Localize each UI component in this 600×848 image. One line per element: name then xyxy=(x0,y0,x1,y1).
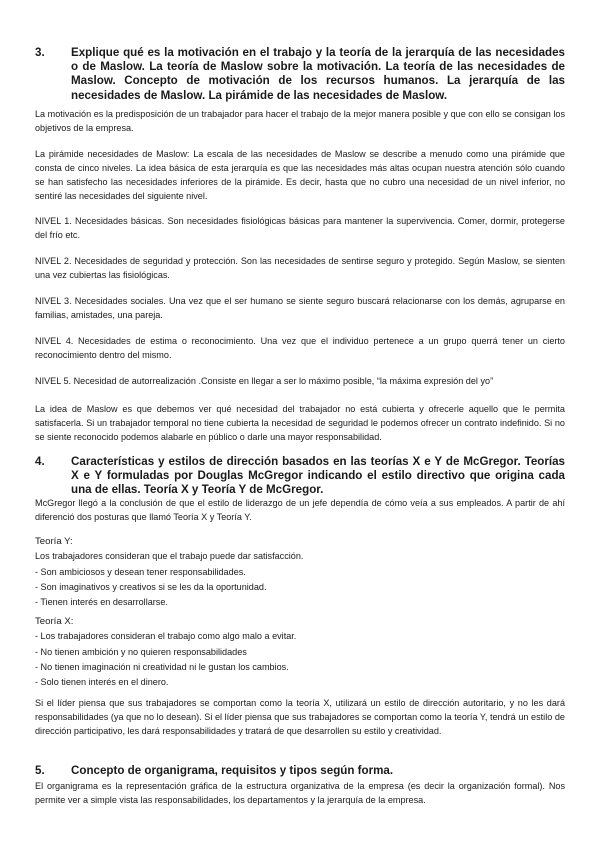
teoria-y-title: Teoría Y: xyxy=(35,536,73,547)
section-3-heading-text: Explique qué es la motivación en el trabajo y la teoría de la jerarquía de las necesidades o de Maslow. La teoría de Maslow sobre la motivación. La teoría de las necesidades de Maslow. Concepto de motivación de los recursos humanos. La jerarquía de las necesidades de Maslow. La pirámide de las necesidades de Maslow. xyxy=(71,46,565,102)
section-5-number: 5. xyxy=(35,764,45,777)
section-4-heading-text: Características y estilos de dirección basados en las teorías X e Y de McGregor. Teorías X e Y formuladas por Douglas McGregor indicando el estilo directivo que origina cada una de ellas. Teoría X y Teoría Y de McGregor. xyxy=(71,455,565,497)
teoria-y-block xyxy=(35,534,565,610)
maslow-pyramid-paragraph: La pirámide necesidades de Maslow: La escala de las necesidades de Maslow se describe a menudo como una pirámide que consta de cinco niveles. La idea básica de esta jerarquía es que las necesidades más altas ocupan nuestra atención sólo cuando se han satisfecho las necesidades inferiores de la pirámide. Es decir, hasta que no cubro una necesidad de un nivel inferior, no sentiré las necesidades del siguiente nivel. xyxy=(35,149,565,202)
section-5-heading-text: Concepto de organigrama, requisitos y tipos según forma. xyxy=(71,764,394,777)
section-5-heading xyxy=(35,764,565,778)
section-4-heading xyxy=(35,455,565,498)
teoria-x-title: Teoría X: xyxy=(35,616,74,627)
teoria-x-line: - Solo tienen interés en el dinero. xyxy=(35,677,169,688)
maslow-idea-paragraph: La idea de Maslow es que debemos ver qué necesidad del trabajador no está cubierta y ofrecerle aquello que le permita satisfacerla. Si un trabajador temporal no tiene cubierta la necesidad de seguridad le podemos ofrecer un contrato indefinido. Si no se siente reconocido podemos alabarle en público o darle una mayor responsabilidad. xyxy=(35,404,565,443)
level-2-paragraph: NIVEL 2. Necesidades de seguridad y protección. Son las necesidades de sentirse seguro y protegido. Según Maslow, se sienten una vez cubiertas las fisiológicas. xyxy=(35,256,565,281)
level-4-paragraph: NIVEL 4. Necesidades de estima o reconocimiento. Una vez que el individuo pertenece a un grupo querrá tener un cierto reconocimiento dentro del mismo. xyxy=(35,336,565,361)
level-1-paragraph: NIVEL 1. Necesidades básicas. Son necesidades fisiológicas básicas para mantener la supervivencia. Comer, dormir, protegerse del frío etc. xyxy=(35,216,565,241)
section-3-heading xyxy=(35,46,565,103)
section-4-number: 4. xyxy=(35,455,45,468)
teoria-y-line: - Son imaginativos y creativos si se les da la oportunidad. xyxy=(35,581,267,592)
teoria-x-line: - No tienen imaginación ni creatividad ni le gustan los cambios. xyxy=(35,661,289,672)
teoria-x-line: - Los trabajadores consideran el trabajo como algo malo a evitar. xyxy=(35,631,297,642)
section-3-number: 3. xyxy=(35,46,45,59)
mcgregor-intro-paragraph: McGregor llegó a la conclusión de que el estilo de liderazgo de un jefe dependía de cómo veía a sus empleados. A partir de ahí diferenció dos posturas que llamó Teoría X y Teoría Y. xyxy=(35,498,565,523)
teoria-x-block xyxy=(35,614,565,690)
level-3-paragraph: NIVEL 3. Necesidades sociales. Una vez que el ser humano se siente seguro buscará relacionarse con los demás, agruparse en familias, amistades, una pareja. xyxy=(35,296,565,321)
organigrama-paragraph: El organigrama es la representación gráfica de la estructura organizativa de la empresa (es decir la organización formal). Nos permite ver a simple vista las responsabilidades, los departamentos y la jerarquía de la empresa. xyxy=(35,781,565,806)
motivation-definition-paragraph: La motivación es la predisposición de un trabajador para hacer el trabajo de la mejor manera posible y que con ello se consigan los objetivos de la empresa. xyxy=(35,109,565,134)
level-5-paragraph: NIVEL 5. Necesidad de autorrealización .Consiste en llegar a ser lo máximo posible, “la máxima expresión del yo” xyxy=(35,376,494,386)
teoria-y-line: - Tienen interés en desarrollarse. xyxy=(35,597,168,608)
teoria-y-line: - Son ambiciosos y desean tener responsabilidades. xyxy=(35,566,246,577)
teoria-x-line: - No tienen ambición y no quieren responsabilidades xyxy=(35,646,247,657)
teoria-y-line: Los trabajadores consideran que el trabajo puede dar satisfacción. xyxy=(35,551,304,562)
leadership-style-paragraph: Si el líder piensa que sus trabajadores se comportan como la teoría X, utilizará un estilo de dirección autoritario, y no les dará responsabilidades (ya que no lo desean). Si el líder piensa que sus trabajadores se comportan como la teoría Y, tendrá un estilo de dirección participativo, les dará responsabilidades y tratará de que desarrollen su estilo y creatividad. xyxy=(35,698,565,737)
